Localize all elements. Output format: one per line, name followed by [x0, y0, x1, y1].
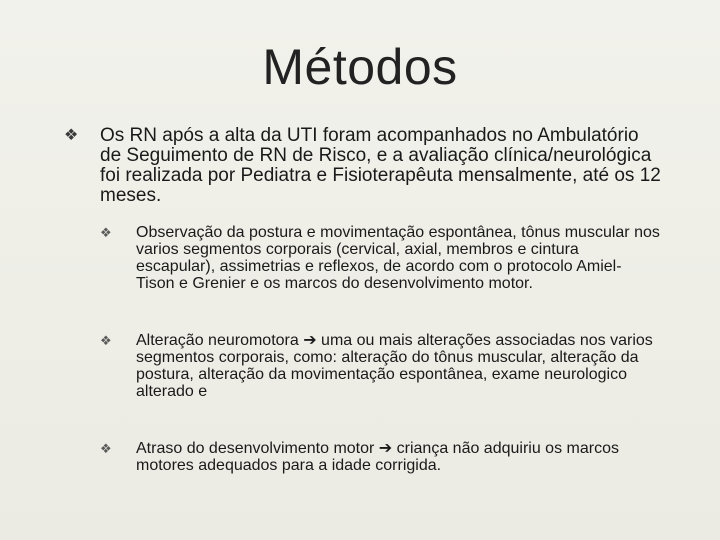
- sub-bullet-text: Atraso do desenvolvimento motor ➔ criança não adquiriu os marcos motores adequados para a idade corrigida.: [136, 440, 619, 474]
- diamond-bullet-icon: ❖: [100, 441, 112, 456]
- sub-bullet: [100, 224, 660, 292]
- sub-bullet: [100, 440, 660, 474]
- diamond-bullet-icon: ❖: [100, 333, 112, 348]
- sub-bullet-text: Observação da postura e movimentação espontânea, tônus muscular nos varios segmentos corporais (cervical, axial, membros e cintura escapular), assimetrias e reflexos, de acordo com o protocolo Amiel-Tison e Grenier e os marcos do desenvolvimento motor.: [136, 224, 660, 292]
- sub-bullet: [100, 332, 660, 400]
- diamond-bullet-icon: ❖: [64, 127, 79, 144]
- main-bullet-text: Os RN após a alta da UTI foram acompanhados no Ambulatório de Seguimento de RN de Risco, e a avaliação clínica/neurológica foi realizada por Pediatra e Fisioterapêuta mensalmente, até os 12 meses.: [100, 125, 661, 206]
- slide-title: Métodos: [262, 39, 458, 95]
- diamond-bullet-icon: ❖: [100, 225, 112, 240]
- main-bullet: [64, 126, 664, 206]
- sub-bullet-text: Alteração neuromotora ➔ uma ou mais alterações associadas nos varios segmentos corporais, como: alteração do tônus muscular, alteração da postura, alteração da movimentação espontânea, exame neurologico alterado e: [136, 332, 653, 400]
